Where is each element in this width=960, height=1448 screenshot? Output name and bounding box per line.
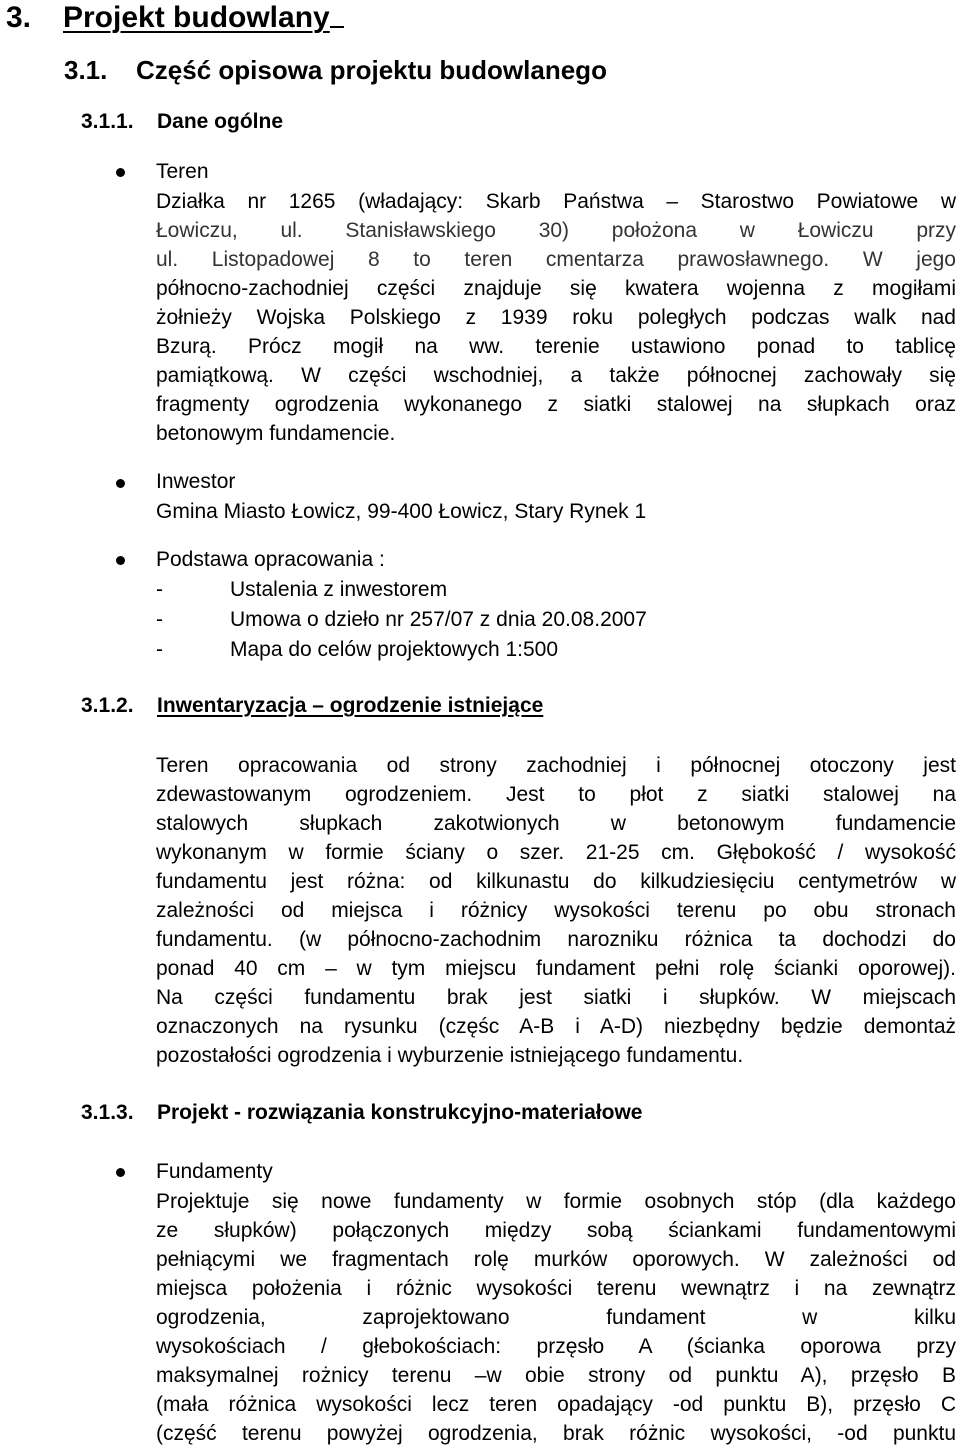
- section-title: Projekt budowlany: [63, 1, 330, 34]
- inwestor-block: [156, 467, 956, 527]
- fundamenty-block: [156, 1157, 956, 1448]
- paragraph-line: Na części fundamentu brak jest siatki i słupków. W miejscach: [156, 986, 956, 1009]
- section-number: 3.1.: [64, 55, 108, 85]
- teren-line: fragmenty ogrodzenia wykonanego z siatki stalowej na słupkach oraz: [156, 393, 956, 416]
- fundamenty-label: Fundamenty: [156, 1160, 273, 1183]
- podstawa-block: [156, 545, 956, 575]
- inwentaryzacja-paragraph: [156, 751, 956, 1070]
- list-item: [156, 605, 647, 635]
- section-title: Inwentaryzacja – ogrodzenie istniejące: [157, 694, 544, 717]
- bullet-icon: [116, 1168, 125, 1177]
- teren-line: północno-zachodniej części znajduje się kwatera wojenna z mogiłami: [156, 277, 956, 300]
- inwestor-label: Inwestor: [156, 470, 236, 493]
- list-item: [156, 635, 558, 665]
- list-item-text: Umowa o dzieło nr 257/07 z dnia 20.08.2007: [230, 608, 647, 631]
- section-title: Projekt - rozwiązania konstrukcyjno-materiałowe: [157, 1101, 643, 1124]
- paragraph-line: maksymalnej rożnicy terenu –w obie strony od punktu A), przęsło B: [156, 1364, 956, 1387]
- bullet-icon: [116, 556, 125, 565]
- paragraph-line: fundamentu jest różna: od kilkunastu do kilkudziesięciu centymetrów w: [156, 870, 956, 893]
- paragraph-line: (mała różnica wysokości lecz teren opadający -od punktu B), przęsło C: [156, 1393, 956, 1416]
- paragraph-line: pełniącymi we fragmentach rolę murków oporowych. W zależności od: [156, 1248, 956, 1271]
- dash-marker: -: [156, 638, 163, 661]
- section-title: Dane ogólne: [157, 110, 284, 133]
- section-number: 3.: [6, 1, 32, 34]
- section-number: 3.1.3.: [81, 1101, 134, 1124]
- section-heading-3: [6, 0, 344, 36]
- paragraph-line: pozostałości ogrodzenia i wyburzenie istniejącego fundamentu.: [156, 1044, 744, 1067]
- paragraph-line: fundamentu. (w północno-zachodnim narozniku różnica ta dochodzi do: [156, 928, 956, 951]
- paragraph-line: Projektuje się nowe fundamenty w formie osobnych stóp (dla każdego: [156, 1190, 956, 1213]
- bullet-icon: [116, 479, 125, 488]
- section-number: 3.1.2.: [81, 694, 134, 717]
- teren-line: żołnieży Wojska Polskiego z 1939 roku poległych podczas walk nad: [156, 306, 956, 329]
- podstawa-label: Podstawa opracowania :: [156, 548, 385, 571]
- teren-line: ul. Listopadowej 8 to teren cmentarza prawosławnego. W jego: [156, 248, 956, 271]
- list-item: [156, 575, 447, 605]
- section-heading-3-1-2: [81, 692, 543, 720]
- paragraph-line: wysokościach / głebokościach: przęsło A (ścianka oporowa przy: [156, 1335, 956, 1358]
- paragraph-line: zależności od miejsca i różnicy wysokości terenu po obu stronach: [156, 899, 956, 922]
- paragraph-line: oznaczonych na rysunku (częśc A-B i A-D) niezbędny będzie demontaż: [156, 1015, 956, 1038]
- dash-marker: -: [156, 578, 163, 601]
- teren-line: Działka nr 1265 (władający: Skarb Państwa – Starostwo Powiatowe w: [156, 190, 956, 213]
- teren-line: Łowiczu, ul. Stanisławskiego 30) położona w Łowiczu przy: [156, 219, 956, 242]
- teren-line: pamiątkową. W części wschodniej, a także północnej zachowały się: [156, 364, 956, 387]
- paragraph-line: zdewastowanym ogrodzeniem. Jest to płot z siatki stalowej na: [156, 783, 956, 806]
- paragraph-line: ze słupków) połączonych między sobą ściankami fundamentowymi: [156, 1219, 956, 1242]
- section-heading-3-1: [64, 53, 607, 87]
- paragraph-line: stalowych słupkach zakotwionych w betonowym fundamencie: [156, 812, 956, 835]
- teren-line: Bzurą. Prócz mogił na ww. terenie ustawiono ponad to tablicę: [156, 335, 956, 358]
- section-number: 3.1.1.: [81, 110, 134, 133]
- section-heading-3-1-3: [81, 1099, 642, 1127]
- paragraph-line: ogrodzenia, zaprojektowano fundament w kilku: [156, 1306, 956, 1329]
- paragraph-line: (część terenu powyżej ogrodzenia, brak różnic wysokości, -od punktu: [156, 1422, 956, 1445]
- list-item-text: Ustalenia z inwestorem: [230, 578, 448, 601]
- teren-block: [156, 157, 956, 448]
- teren-line: betonowym fundamencie.: [156, 422, 396, 445]
- paragraph-line: Teren opracowania od strony zachodniej i północnej otoczony jest: [156, 754, 956, 777]
- paragraph-line: miejsca położenia i różnic wysokości terenu wewnątrz i na zewnątrz: [156, 1277, 956, 1300]
- teren-label: Teren: [156, 160, 209, 183]
- paragraph-line: ponad 40 cm – w tym miejscu fundament pełni rolę ścianki oporowej).: [156, 957, 956, 980]
- underline-trail: [330, 0, 344, 28]
- section-title: Część opisowa projektu budowlanego: [136, 55, 607, 85]
- inwestor-value: Gmina Miasto Łowicz, 99-400 Łowicz, Stary Rynek 1: [156, 500, 647, 523]
- section-heading-3-1-1: [81, 108, 283, 136]
- bullet-icon: [116, 168, 125, 177]
- paragraph-line: wykonanym w formie ściany o szer. 21-25 cm. Głębokość / wysokość: [156, 841, 956, 864]
- list-item-text: Mapa do celów projektowych 1:500: [230, 638, 559, 661]
- dash-marker: -: [156, 608, 163, 631]
